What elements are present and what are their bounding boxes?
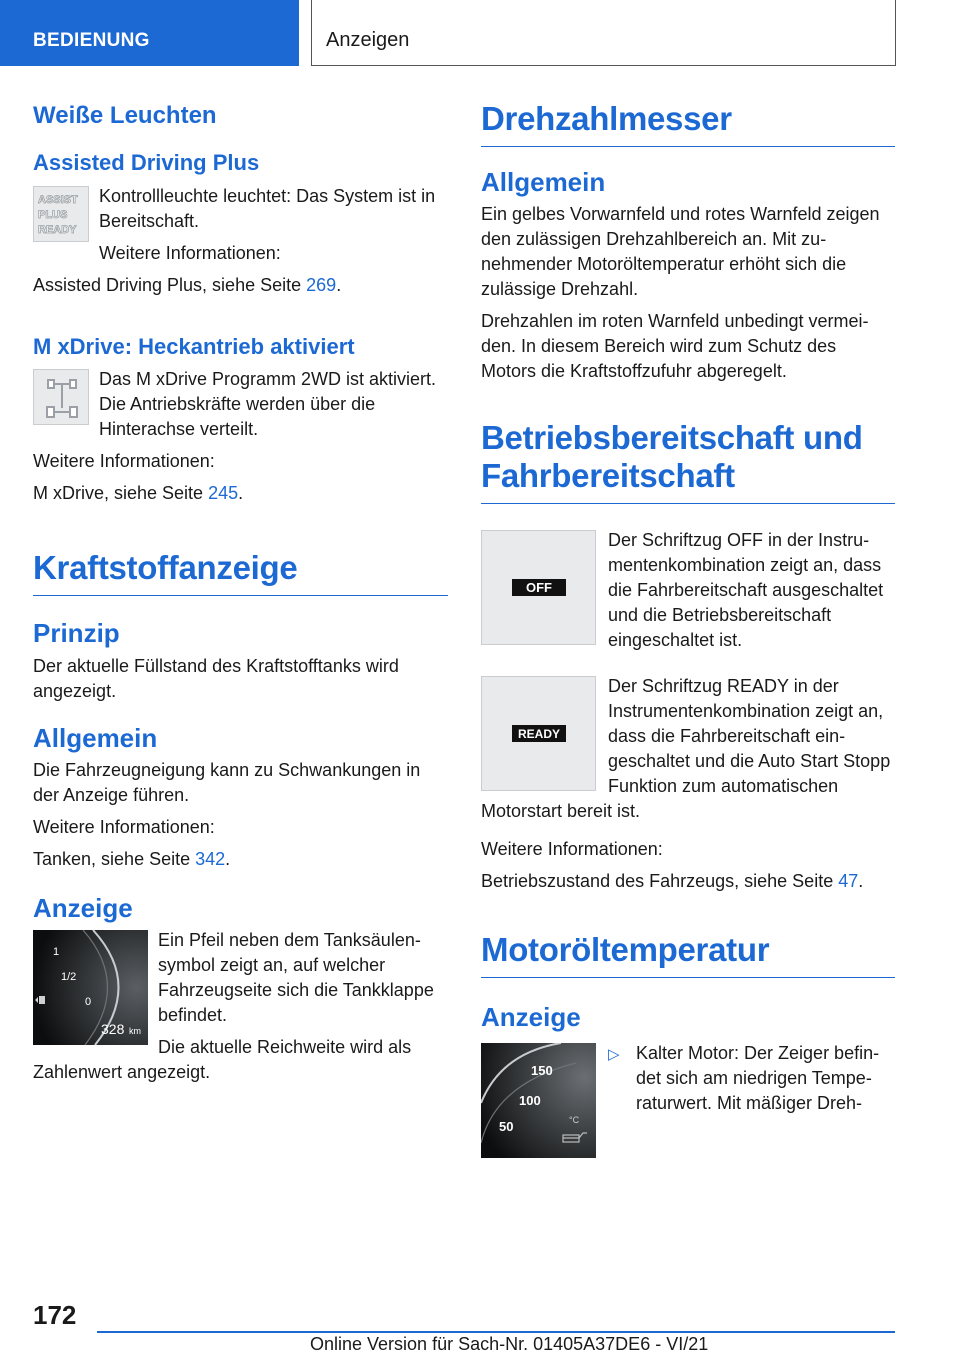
- ready-block: [481, 674, 895, 831]
- gauge-unit: km: [129, 1025, 141, 1036]
- tacho-general-p1: Ein gelbes Vorwarnfeld und rotes Warnfeld zeigen den zulässigen Drehzahlbereich an. Mit zunehmender Motoröltemperatur erhöht sich die zulässige Drehzahl.: [481, 204, 880, 300]
- off-block: [481, 528, 895, 660]
- ready-more: Weitere Informationen:: [481, 839, 663, 859]
- principle-heading: Prinzip: [33, 618, 120, 649]
- oil-label-mid: 100: [519, 1093, 541, 1109]
- general-heading: Allgemein: [33, 722, 158, 753]
- oil-display-heading: Anzeige: [481, 1001, 581, 1032]
- rear-drive-icon: [33, 369, 89, 425]
- fuel-gauge-image: [33, 930, 148, 1045]
- ready-reference: Betriebszustand des Fahrzeugs, siehe Seite 47.: [481, 871, 864, 891]
- oil-label-low: 50: [499, 1119, 514, 1135]
- adp-reference: Assisted Driving Plus, siehe Seite 269.: [33, 274, 342, 295]
- left-column: [33, 100, 448, 1092]
- display-text-2: Die aktuelle Reichweite wird als Zahlenwert angezeigt.: [33, 1036, 412, 1082]
- oil-gauge-image: [481, 1043, 596, 1158]
- oil-block: [481, 1041, 895, 1162]
- general-more: Weitere Informationen:: [33, 816, 215, 837]
- svg-text:PLUS: PLUS: [38, 208, 68, 221]
- off-badge: OFF: [526, 580, 552, 595]
- page-header: [0, 0, 960, 66]
- gauge-label-half: 1/2: [61, 970, 77, 983]
- fuel-heading: Kraftstoffanzeige: [33, 549, 448, 596]
- display-block: [33, 928, 448, 1092]
- adp-block: [33, 184, 448, 273]
- assist-plus-ready-icon: [33, 186, 89, 242]
- mx-heading: M xDrive: Heckantrieb aktiviert: [33, 333, 355, 359]
- display-text: Ein Pfeil neben dem Tanksäulensymbol zeigt an, auf welcher Fahrzeugseite sich die Tankklappe befindet.: [158, 929, 434, 1025]
- oil-heading: Motoröltemperatur: [481, 931, 895, 978]
- mx-reference: M xDrive, siehe Seite 245.: [33, 483, 244, 504]
- mx-page-link[interactable]: 245: [208, 483, 239, 504]
- adp-page-link[interactable]: 269: [306, 274, 337, 295]
- status-page-link[interactable]: 47: [838, 871, 859, 891]
- ready-badge: READY: [517, 727, 561, 741]
- adp-heading: Assisted Driving Plus: [33, 150, 260, 176]
- tacho-general-heading: Allgemein: [481, 166, 606, 197]
- off-text: Der Schriftzug OFF in der Instrumentenkombination zeigt an, dass die Fahrbereitschaft ausgeschaltet und die Betriebsbereitschaft eingeschaltet ist.: [608, 530, 884, 650]
- adp-text: Kontrollleuchte leuchtet: Das System ist in Bereitschaft.: [99, 185, 436, 231]
- page-number: 172: [33, 1300, 77, 1330]
- gauge-label-full: 1: [53, 945, 60, 958]
- principle-text: Der aktuelle Füllstand des Kraftstofftanks wird angezeigt.: [33, 655, 399, 701]
- general-reference: Tanken, siehe Seite 342.: [33, 848, 231, 869]
- svg-text:ASSIST: ASSIST: [38, 193, 78, 206]
- ready-heading: Betriebsbereitschaft und Fahrbereitschaft: [481, 419, 895, 504]
- adp-more: Weitere Informationen:: [99, 242, 281, 263]
- white-lights-heading: Weiße Leuchten: [33, 102, 217, 129]
- ready-text: Der Schriftzug READY in der Instrumentenkombination zeigt an, dass die Fahrbereitschaft eingeschaltet und die Auto Start Stopp Funktion zum automatischen Motorstart bereit ist.: [481, 676, 891, 821]
- mx-more: Weitere Informationen:: [33, 451, 215, 472]
- off-indicator-image: [481, 530, 596, 645]
- right-column: [481, 100, 895, 1162]
- svg-text:READY: READY: [38, 223, 77, 236]
- ready-indicator-image: [481, 676, 596, 791]
- general-text: Die Fahrzeugneigung kann zu Schwankungen in der Anzeige führen.: [33, 759, 421, 805]
- footer-divider: [97, 1331, 895, 1333]
- tacho-general-p2: Drehzahlen im roten Warnfeld unbedingt vermeiden. In diesem Bereich wird zum Schutz des Motors die Kraftstoffzufuhr abgeregelt.: [481, 311, 869, 382]
- tacho-heading: Drehzahlmesser: [481, 100, 895, 147]
- oil-unit: °C: [569, 1115, 580, 1126]
- section-label: BEDIENUNG: [0, 0, 299, 66]
- triangle-bullet-icon: ▷: [608, 1046, 620, 1064]
- oil-list-item: [608, 1041, 895, 1116]
- display-heading: Anzeige: [33, 892, 133, 923]
- oil-label-high: 150: [531, 1063, 553, 1079]
- gauge-label-empty: 0: [85, 995, 92, 1008]
- mx-text: Das M xDrive Programm 2WD ist aktiviert. Die Antriebskräfte werden über die Hinterachse verteilt.: [99, 369, 437, 440]
- online-version-text: Online Version für Sach-Nr. 01405A37DE6 - VI/21: [310, 1334, 709, 1354]
- chapter-label: Anzeigen: [311, 0, 896, 66]
- tanken-page-link[interactable]: 342: [195, 848, 226, 869]
- oil-bullet-text: Kalter Motor: Der Zeiger befindet sich am niedrigen Temperaturwert. Mit mäßiger Dreh-: [636, 1043, 880, 1114]
- gauge-range: 328: [101, 1020, 125, 1037]
- mx-block: [33, 367, 448, 449]
